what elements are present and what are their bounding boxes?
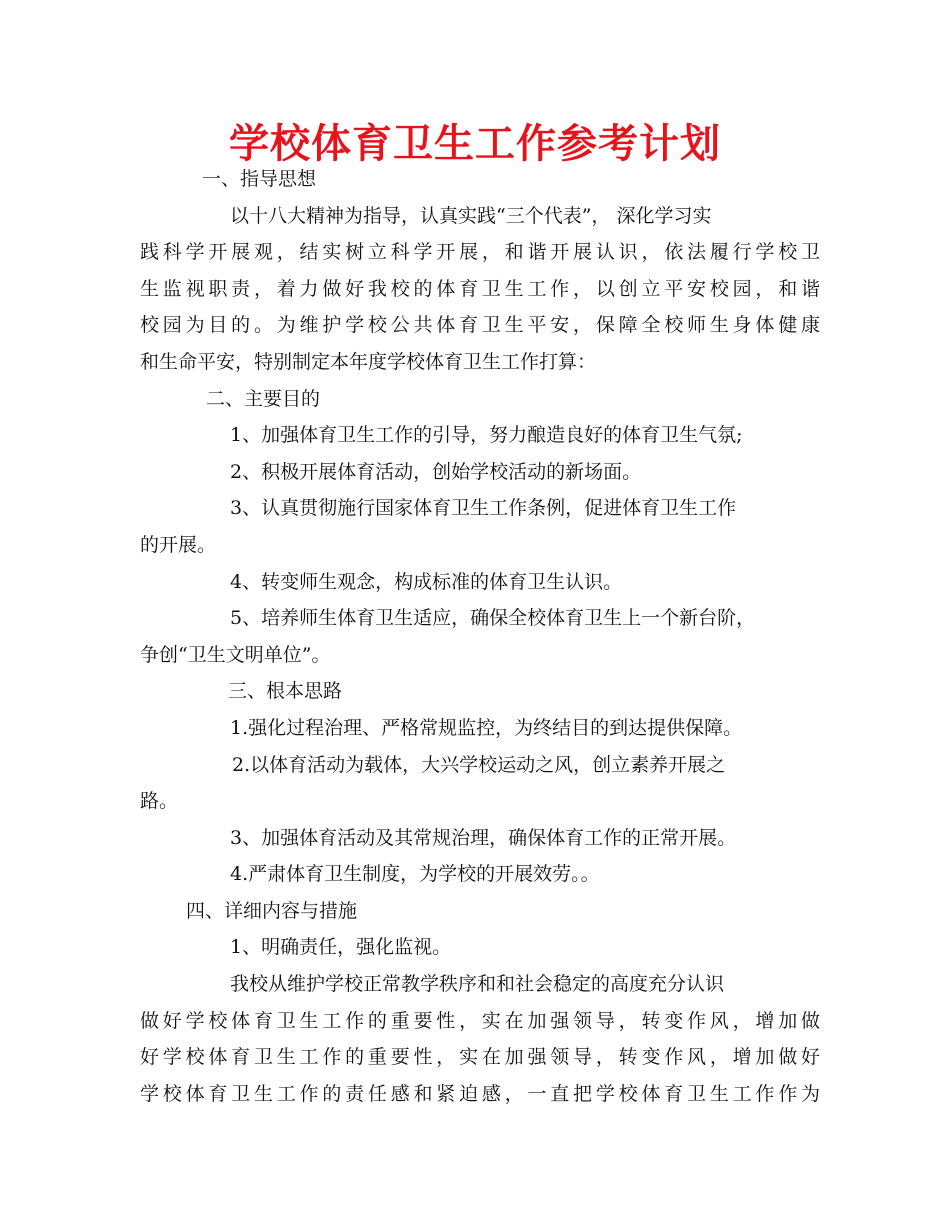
paragraph-line: 做好学校体育卫生工作的重要性，实在加强领导，转变作风，增加做 xyxy=(140,1009,820,1032)
list-item: 3、加强体育活动及其常规治理，确保体育工作的正常开展。 xyxy=(230,826,737,849)
paragraph-line: 践科学开展观，结实树立科学开展，和谐开展认识，依法履行学校卫 xyxy=(140,241,820,264)
list-item: 2.以体育活动为载体，大兴学校运动之风，创立素养开展之 xyxy=(232,753,726,776)
list-item-continuation: 争创“卫生文明单位”。 xyxy=(140,643,331,666)
list-item: 3、认真贯彻施行国家体育卫生工作条例，促进体育卫生工作 xyxy=(230,497,737,520)
section-heading-1: 一、指导思想 xyxy=(202,168,317,190)
document-body xyxy=(140,161,820,1112)
list-item: 5、培养师生体育卫生适应，确保全校体育卫生上一个新台阶， xyxy=(230,607,756,630)
section-heading-3: 三、根本思路 xyxy=(228,680,343,703)
list-item-continuation: 路。 xyxy=(140,790,179,813)
paragraph-line: 校园为目的。为维护学校公共体育卫生平安，保障全校师生身体健康 xyxy=(140,314,820,337)
list-item: 2、积极开展体育活动，创始学校活动的新场面。 xyxy=(230,460,642,483)
section-heading-2: 二、主要目的 xyxy=(206,387,321,410)
list-item: 1、加强体育卫生工作的引导，努力酿造良好的体育卫生气氛; xyxy=(230,424,743,447)
subsection-heading: 1、明确责任，强化监视。 xyxy=(230,936,452,959)
list-item: 4、转变师生观念，构成标准的体育卫生认识。 xyxy=(230,570,623,593)
paragraph-line: 生监视职责，着力做好我校的体育卫生工作，以创立平安校园，和谐 xyxy=(140,277,820,300)
section-heading-4: 四、详细内容与措施 xyxy=(186,899,358,922)
document-title: 学校体育卫生工作参考计划 xyxy=(229,121,721,167)
list-item: 4.严肃体育卫生制度，为学校的开展效劳。。 xyxy=(230,863,600,886)
paragraph-line: 以十八大精神为指导，认真实践“三个代表”， 深化学习实 xyxy=(230,204,712,227)
list-item: 1.强化过程治理、严格常规监控，为终结目的到达提供保障。 xyxy=(230,716,743,739)
paragraph-line: 学校体育卫生工作的责任感和紧迫感，一直把学校体育卫生工作作为 xyxy=(140,1082,820,1105)
paragraph-line: 好学校体育卫生工作的重要性，实在加强领导，转变作风，增加做好 xyxy=(140,1046,820,1069)
paragraph-line: 我校从维护学校正常教学秩序和和社会稳定的高度充分认识 xyxy=(230,973,725,996)
list-item-continuation: 的开展。 xyxy=(140,533,217,556)
paragraph-line: 和生命平安，特别制定本年度学校体育卫生工作打算： xyxy=(140,350,597,373)
